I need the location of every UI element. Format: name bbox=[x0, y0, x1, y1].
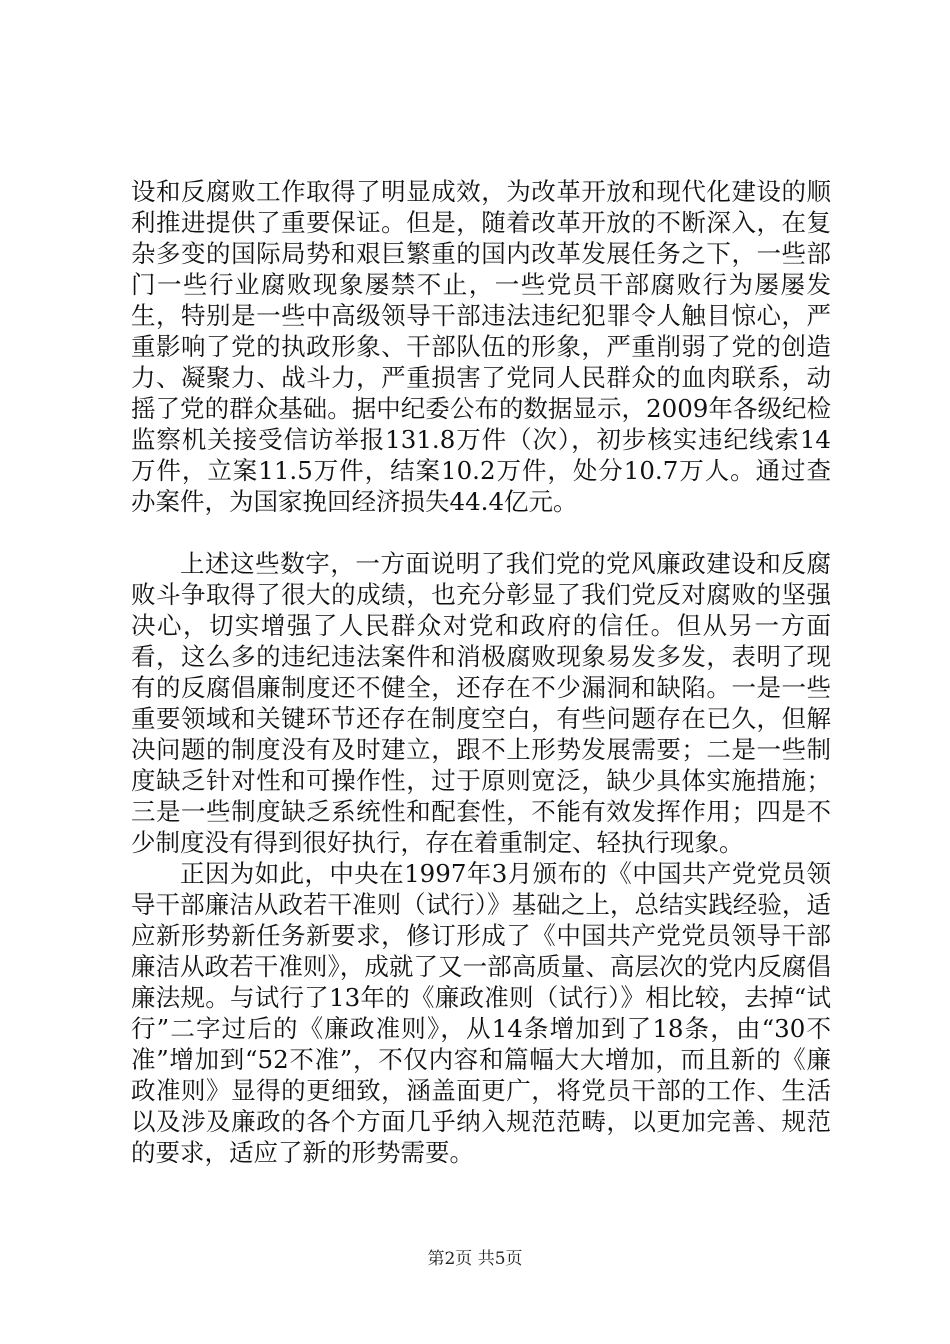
paragraph-code-revision: 正因为如此，中央在1997年3月颁布的《中国共产党党员领导干部廉洁从政若干准则（试行）》基础之上，总结实践经验，适应新形势新任务新要求，修订形成了《中国共产党党员领导干部廉洁从政若干准则》，成就了又一部高质量、高层次的党内反腐倡廉法规。与试行了13年的《廉政准则（试行）》相比较，去掉“试行”二字过后的《廉政准则》，从14条增加到了18条，由“30不准”增加到“52不准”，不仅内容和篇幅大大增加，而且新的《廉政准则》显得的更细致，涵盖面更广，将党员干部的工作、生活以及涉及廉政的各个方面几乎纳入规范范畴，以更加完善、规范的要求，适应了新的形势需要。 bbox=[131, 859, 831, 1167]
paragraph-gap bbox=[131, 517, 831, 548]
paragraph-continuation: 设和反腐败工作取得了明显成效，为改革开放和现代化建设的顺利推进提供了重要保证。但是，随着改革开放的不断深入，在复杂多变的国际局势和艰巨繁重的国内改革发展任务之下，一些部门一些行业腐败现象屡禁不止，一些党员干部腐败行为屡屡发生，特别是一些中高级领导干部违法违纪犯罪令人触目惊心，严重影响了党的执政形象、干部队伍的形象，严重削弱了党的创造力、凝聚力、战斗力，严重损害了党同人民群众的血肉联系，动摇了党的群众基础。据中纪委公布的数据显示，2009年各级纪检监察机关接受信访举报131.8万件（次），初步核实违纪线索14万件，立案11.5万件，结案10.2万件，处分10.7万人。通过查办案件，为国家挽回经济损失44.4亿元。 bbox=[131, 177, 831, 516]
page-number-footer: 第2页 共5页 bbox=[427, 1249, 523, 1269]
paragraph-statistics-analysis: 上述这些数字，一方面说明了我们党的党风廉政建设和反腐败斗争取得了很大的成绩，也充分彰显了我们党反对腐败的坚强决心，切实增强了人民群众对党和政府的信任。但从另一方面看，这么多的违纪违法案件和消极腐败现象易发多发，表明了现有的反腐倡廉制度还不健全，还存在不少漏洞和缺陷。一是一些重要领域和关键环节还存在制度空白，有些问题存在已久，但解决问题的制度没有及时建立，跟不上形势发展需要；二是一些制度缺乏针对性和可操作性，过于原则宽泛，缺少具体实施措施；三是一些制度缺乏系统性和配套性，不能有效发挥作用；四是不少制度没有得到很好执行，存在着重制定、轻执行现象。 bbox=[131, 549, 831, 857]
document-body bbox=[131, 176, 831, 1168]
